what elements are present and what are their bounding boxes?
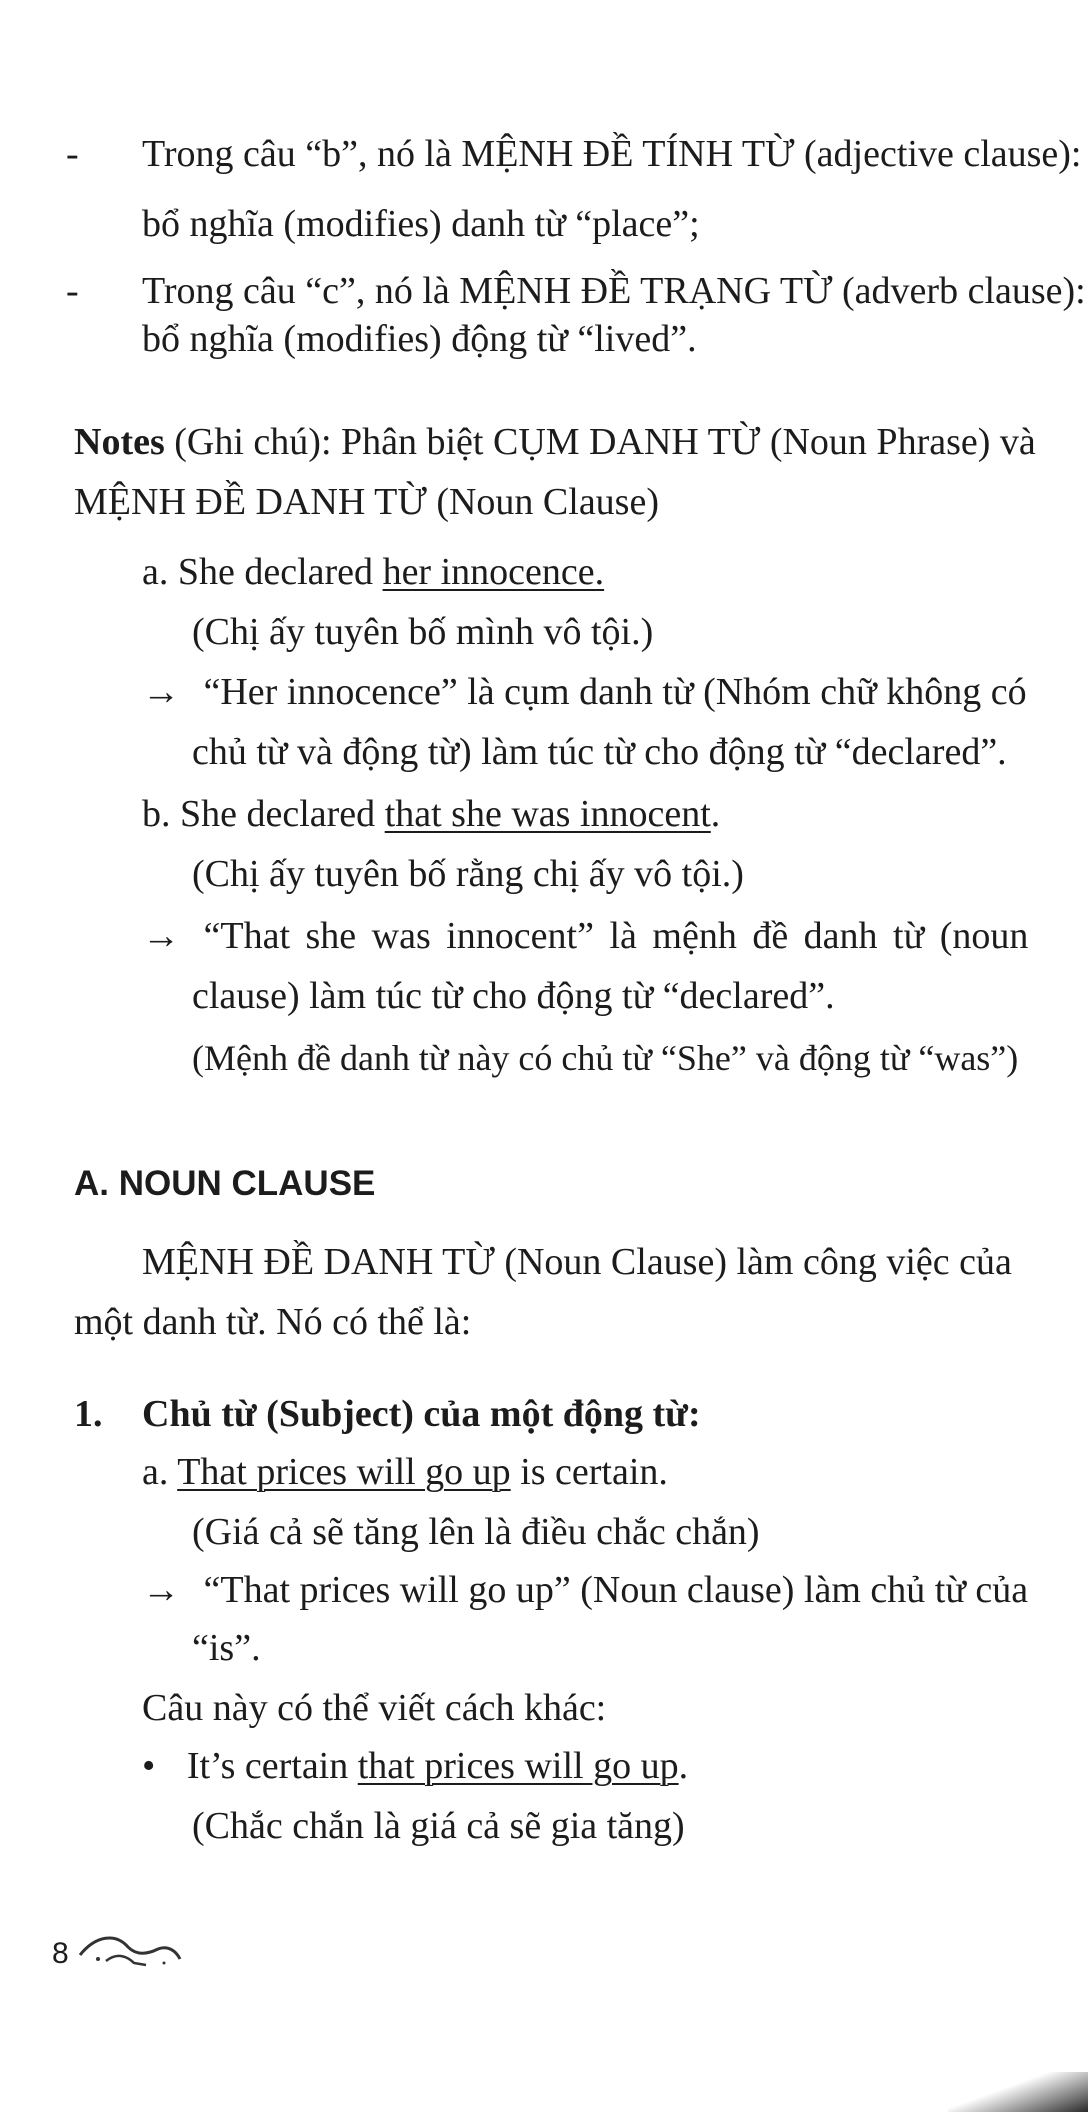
alternate-translation: (Chắc chắn là giá cả sẽ gia tăng) bbox=[192, 1805, 685, 1847]
explanation-text: “Her innocence” là cụm danh từ (Nhóm chữ không có bbox=[203, 671, 1027, 713]
arrow-icon: → bbox=[142, 915, 180, 957]
note-example-a-translation: (Chị ấy tuyên bố mình vô tội.) bbox=[192, 611, 654, 653]
dash-bullet: - bbox=[66, 270, 79, 312]
notes-line-1 bbox=[74, 418, 1036, 466]
notes-line-2: MỆNH ĐỀ DANH TỪ (Noun Clause) bbox=[74, 481, 659, 523]
item-1-example-a bbox=[142, 1448, 668, 1496]
arrow-icon: → bbox=[142, 671, 180, 713]
note-example-a-explanation-2: chủ từ và động từ) làm túc từ cho động từ “declared”. bbox=[192, 731, 1007, 773]
item-number: 1. bbox=[74, 1393, 103, 1435]
underlined-phrase: her innocence. bbox=[382, 551, 605, 593]
example-text: is certain. bbox=[510, 1451, 668, 1493]
explanation-text: “That prices will go up” (Noun clause) làm chủ từ của bbox=[203, 1569, 1029, 1611]
underlined-phrase: that prices will go up bbox=[357, 1745, 679, 1787]
item-1-heading bbox=[74, 1390, 701, 1438]
section-paragraph-1: MỆNH ĐỀ DANH TỪ (Noun Clause) làm công việc của bbox=[142, 1241, 1012, 1283]
intro-line-4: bổ nghĩa (modifies) động từ “lived”. bbox=[142, 318, 697, 360]
note-example-b-translation: (Chị ấy tuyên bố rằng chị ấy vô tội.) bbox=[192, 853, 744, 895]
item-1-example-a-explanation-1 bbox=[142, 1566, 1028, 1614]
note-example-b-explanation-1 bbox=[142, 912, 1028, 960]
section-heading: A. NOUN CLAUSE bbox=[74, 1164, 376, 1203]
note-example-a bbox=[142, 548, 604, 596]
section-paragraph-2: một danh từ. Nó có thể là: bbox=[74, 1301, 472, 1343]
underlined-phrase: That prices will go up bbox=[177, 1451, 511, 1493]
period: . bbox=[678, 1745, 689, 1787]
page-edge-shadow bbox=[948, 2072, 1088, 2112]
example-marker: a. bbox=[142, 1451, 169, 1493]
example-marker: b. bbox=[142, 793, 171, 835]
notes-label: Notes bbox=[74, 421, 165, 463]
arrow-icon: → bbox=[142, 1569, 180, 1611]
dash-bullet: - bbox=[66, 133, 79, 175]
note-example-b-explanation-3: (Mệnh đề danh từ này có chủ từ “She” và động từ “was”) bbox=[192, 1038, 1019, 1078]
item-1-example-a-explanation-2: “is”. bbox=[192, 1627, 261, 1669]
intro-line-1: Trong câu “b”, nó là MỆNH ĐỀ TÍNH TỪ (adjective clause): bbox=[142, 133, 1082, 175]
note-example-b-explanation-2: clause) làm túc từ cho động từ “declared”. bbox=[192, 975, 835, 1017]
underlined-phrase: that she was innocent bbox=[384, 793, 711, 835]
explanation-text: “That she was innocent” là mệnh đề danh từ (noun bbox=[203, 915, 1029, 957]
intro-line-2: bổ nghĩa (modifies) danh từ “place”; bbox=[142, 203, 700, 245]
note-example-a-explanation-1 bbox=[142, 668, 1027, 716]
item-1-example-a-translation: (Giá cả sẽ tăng lên là điều chắc chắn) bbox=[192, 1511, 760, 1553]
example-text: It’s certain bbox=[186, 1745, 358, 1787]
period: . bbox=[710, 793, 721, 835]
alternate-intro: Câu này có thể viết cách khác: bbox=[142, 1687, 607, 1729]
intro-line-3: Trong câu “c”, nó là MỆNH ĐỀ TRẠNG TỪ (adverb clause): bbox=[142, 270, 1086, 312]
example-marker: a. bbox=[142, 551, 169, 593]
example-text: She declared bbox=[180, 793, 385, 835]
notes-line-1-text: (Ghi chú): Phân biệt CỤM DANH TỪ (Noun Phrase) và bbox=[164, 421, 1036, 463]
page-number: 8 bbox=[52, 1937, 69, 1970]
example-text: She declared bbox=[177, 551, 383, 593]
decorative-swirl-icon bbox=[76, 1925, 186, 1975]
note-example-b bbox=[142, 790, 720, 838]
bullet-icon: • bbox=[142, 1745, 156, 1787]
alternate-sentence bbox=[142, 1742, 688, 1790]
item-title: Chủ từ (Subject) của một động từ: bbox=[142, 1393, 701, 1435]
